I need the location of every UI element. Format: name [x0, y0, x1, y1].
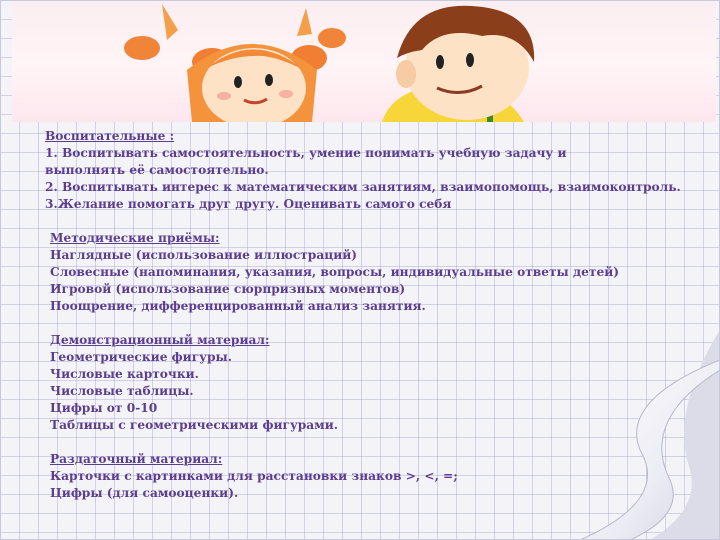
- handout-item: Цифры (для самооценки).: [50, 486, 239, 500]
- lesson-goals-text: [45, 128, 681, 502]
- demo-item: Цифры от 0-10: [50, 401, 158, 415]
- section-heading-handout: Раздаточный материал:: [50, 452, 223, 466]
- upbringing-item: 3.Желание помогать друг другу. Оценивать самого себя: [45, 197, 452, 211]
- demo-item: Геометрические фигуры.: [50, 350, 232, 364]
- methods-item: Наглядные (использование иллюстраций): [50, 248, 358, 262]
- section-heading-methods: Методические приёмы:: [50, 231, 220, 245]
- section-heading-demo: Демонстрационный материал:: [50, 333, 270, 347]
- demo-item: Числовые таблицы.: [50, 384, 194, 398]
- methods-item: Поощрение, дифференцированный анализ занятия.: [50, 299, 426, 313]
- demo-item: Числовые карточки.: [50, 367, 199, 381]
- methods-item: Игровой (использование сюрпризных моментов): [50, 282, 406, 296]
- header-illustration: [12, 0, 716, 122]
- demo-item: Таблицы с геометрическими фигурами.: [50, 418, 339, 432]
- spacer: [50, 315, 645, 332]
- methods-item: Словесные (напоминания, указания, вопросы, индивидуальные ответы детей): [50, 265, 619, 279]
- handout-item: Карточки с картинками для расстановки знаков >, <, =;: [50, 469, 458, 483]
- upbringing-item: 2. Воспитывать интерес к математическим занятиям, взаимопомощь, взаимоконтроль.: [45, 180, 681, 194]
- characters-illustration: [12, 0, 716, 122]
- spacer: [45, 213, 645, 230]
- section-heading-upbringing: Воспитательные :: [45, 129, 175, 143]
- girl-character-icon: [124, 4, 346, 122]
- spacer: [50, 434, 645, 451]
- upbringing-item: 1. Воспитывать самостоятельность, умение понимать учебную задачу и выполнять её самостоятельно.: [45, 146, 567, 177]
- boy-character-icon: [382, 6, 534, 122]
